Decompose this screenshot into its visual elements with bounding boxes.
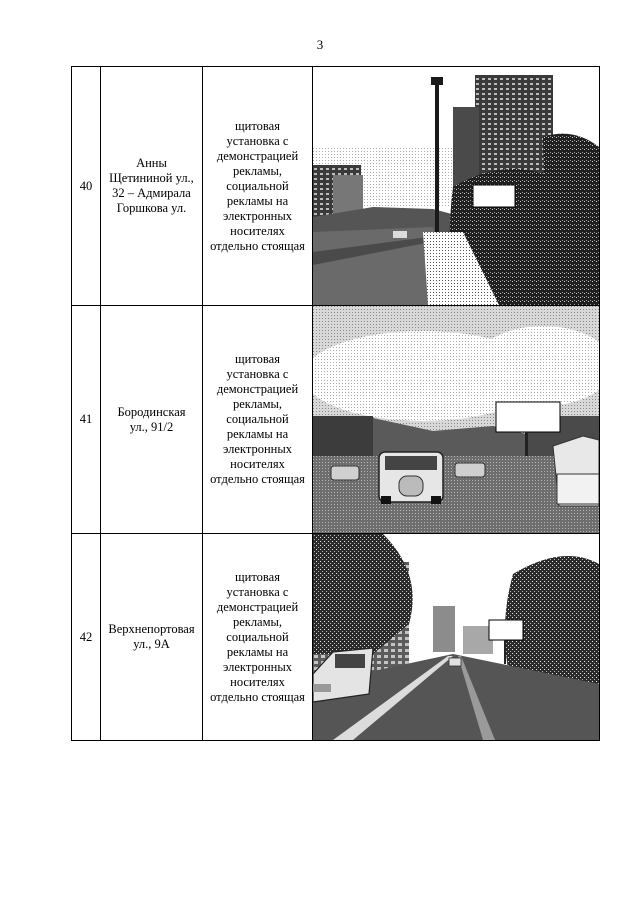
address-line: ул., 91/2 xyxy=(129,419,174,434)
address-cell xyxy=(101,306,203,534)
type-cell xyxy=(203,306,313,534)
address-cell xyxy=(101,534,203,741)
address-line: Горшкова ул. xyxy=(116,201,187,215)
page-number: 3 xyxy=(316,37,324,52)
type-line: демонстрацией xyxy=(216,599,299,614)
type-line: рекламы, xyxy=(232,397,283,411)
street-photo-icon xyxy=(313,534,599,740)
type-line: рекламы, xyxy=(232,163,283,178)
photo-cell xyxy=(313,534,600,741)
table-row xyxy=(72,306,600,534)
photo-cell xyxy=(313,67,600,306)
type-line: отдельно стоящая xyxy=(210,689,305,704)
type-line: социальной xyxy=(226,412,289,426)
address-line: 32 – Адмирала xyxy=(112,186,191,200)
address-line: Бородинская xyxy=(117,404,186,419)
street-photo-42 xyxy=(313,534,599,740)
address-line: Щетининой ул., xyxy=(109,171,194,185)
type-line: рекламы на xyxy=(226,193,289,208)
street-photo-41 xyxy=(313,306,599,533)
type-line: электронных xyxy=(223,208,292,223)
type-line: демонстрацией xyxy=(216,382,299,396)
address-cell xyxy=(101,67,203,306)
type-line: установка с xyxy=(226,133,289,148)
table-row xyxy=(72,67,600,306)
table-row xyxy=(72,534,600,741)
type-line: демонстрацией xyxy=(216,148,299,163)
type-line: рекламы на xyxy=(226,427,289,441)
street-photo-40 xyxy=(313,67,599,305)
type-line: установка с xyxy=(226,367,289,381)
address-line: ул., 9А xyxy=(133,637,170,651)
type-line: электронных xyxy=(223,659,292,674)
type-line: щитовая xyxy=(235,118,280,133)
address-line: Анны xyxy=(136,156,167,170)
type-line: социальной xyxy=(226,178,289,193)
street-photo-icon xyxy=(313,306,599,533)
type-line: установка с xyxy=(226,584,289,599)
type-line: отдельно стоящая xyxy=(210,238,305,253)
photo-cell xyxy=(313,306,600,534)
address-line: Верхнепортовая xyxy=(108,622,195,636)
type-line: щитовая xyxy=(235,569,280,584)
type-line: отдельно стоящая xyxy=(210,472,305,486)
row-number: 41 xyxy=(72,306,101,534)
type-line: социальной xyxy=(226,629,289,644)
type-line: щитовая xyxy=(235,352,280,366)
type-line: носителях xyxy=(230,223,285,238)
type-line: носителях xyxy=(230,457,285,471)
placement-table xyxy=(71,66,600,741)
type-line: рекламы на xyxy=(226,644,289,659)
type-cell xyxy=(203,534,313,741)
type-line: носителях xyxy=(230,674,285,689)
type-cell xyxy=(203,67,313,306)
row-number: 42 xyxy=(72,534,101,741)
type-line: рекламы, xyxy=(232,614,283,629)
type-line: электронных xyxy=(223,442,292,456)
row-number: 40 xyxy=(72,67,101,306)
street-photo-icon xyxy=(313,67,599,305)
